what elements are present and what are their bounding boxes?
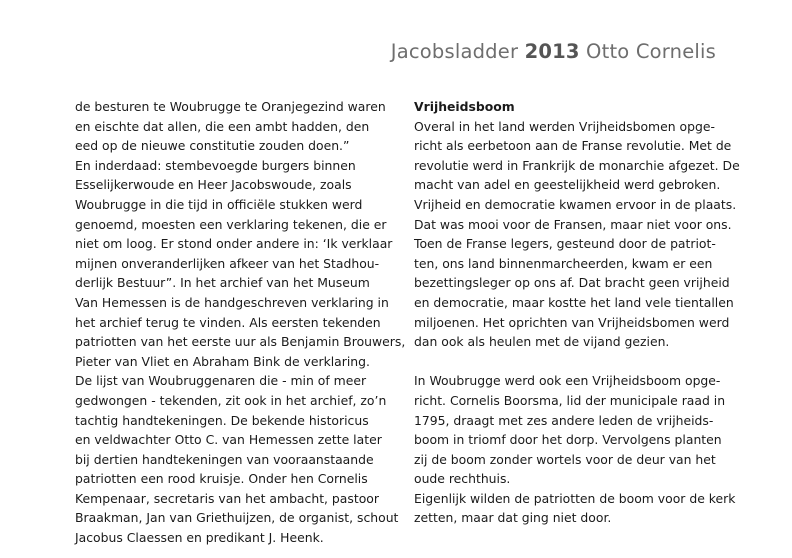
text-line: boom in triomf door het dorp. Vervolgens planten xyxy=(414,432,722,448)
header-title: Jacobsladder xyxy=(390,40,525,63)
text-line: De lijst van Woubruggenaren die - min of meer xyxy=(75,373,367,389)
text-line: en veldwachter Otto C. van Hemessen zette later xyxy=(75,432,382,448)
text-line: oude rechthuis. xyxy=(414,471,511,487)
text-line: Esselijkerwoude en Heer Jacobswoude, zoals xyxy=(75,177,352,193)
text-line: richt. Cornelis Boorsma, lid der municipale raad in xyxy=(414,392,726,408)
text-line: Van Hemessen is de handgeschreven verklaring in xyxy=(75,294,389,310)
text-line: Dat was mooi voor de Fransen, maar niet voor ons. xyxy=(414,216,732,232)
text-line: miljoenen. Het oprichten van Vrijheidsbomen werd xyxy=(414,314,730,330)
paragraph-spacer xyxy=(414,352,724,372)
text-line: macht van adel en geestelijkheid werd gebroken. xyxy=(414,177,721,193)
text-line: zetten, maar dat ging niet door. xyxy=(414,510,612,526)
left-column xyxy=(75,97,406,548)
text-line: bezettingsleger op ons af. Dat bracht geen vrijheid xyxy=(414,275,730,291)
section-heading: Vrijheidsboom xyxy=(414,99,515,114)
text-line: bij dertien handtekeningen van vooraanstaande xyxy=(75,451,374,467)
text-line: ten, ons land binnenmarcheerden, kwam er een xyxy=(414,255,713,271)
text-line: derlijk Bestuur”. In het archief van het Museum xyxy=(75,275,370,291)
text-line: Overal in het land werden Vrijheidsbomen opge- xyxy=(414,118,715,134)
text-line: tachtig handtekeningen. De bekende historicus xyxy=(75,412,369,428)
paragraph-vrijheidsbomen xyxy=(414,117,740,352)
text-line: Jacobus Claessen en predikant J. Heenk. xyxy=(75,530,324,546)
text-line: de besturen te Woubrugge te Oranjegezind waren xyxy=(75,99,386,114)
text-line: gedwongen - tekenden, zit ook in het archief, zo’n xyxy=(75,392,387,408)
text-line: patriotten een rood kruisje. Onder hen Cornelis xyxy=(75,471,368,487)
text-line: richt als eerbetoon aan de Franse revolutie. Met de xyxy=(414,138,732,154)
text-line: revolutie werd in Frankrijk de monarchie afgezet. De xyxy=(414,157,740,173)
text-line: niet om loog. Er stond onder andere in: ‘Ik verklaar xyxy=(75,236,393,252)
text-line: In Woubrugge werd ook een Vrijheidsboom opge- xyxy=(414,373,721,389)
header-year: 2013 xyxy=(524,40,580,63)
text-line: Eigenlijk wilden de patriotten de boom voor de kerk xyxy=(414,490,736,506)
text-line: patriotten van het eerste uur als Benjamin Brouwers, xyxy=(75,334,406,350)
text-line: genoemd, moesten een verklaring tekenen, die er xyxy=(75,216,387,232)
text-line: Kempenaar, secretaris van het ambacht, pastoor xyxy=(75,490,379,506)
text-line: mijnen onveranderlijken afkeer van het Stadhou- xyxy=(75,255,380,271)
text-line: Braakman, Jan van Griethuijzen, de organist, schout xyxy=(75,510,399,526)
text-line: Toen de Franse legers, gesteund door de patriot- xyxy=(414,236,716,252)
text-line: 1795, draagt met zes andere leden de vrijheids- xyxy=(414,412,714,428)
text-line: en eischte dat allen, die een ambt hadden, den xyxy=(75,118,370,134)
text-line: Vrijheid en democratie kwamen ervoor in de plaats. xyxy=(414,196,737,212)
paragraph-woubrugge xyxy=(414,371,736,528)
right-column xyxy=(414,97,740,528)
text-line: En inderdaad: stembevoegde burgers binnen xyxy=(75,157,356,173)
header-author: Otto Cornelis xyxy=(579,40,716,63)
text-line: zij de boom zonder wortels voor de deur van het xyxy=(414,451,716,467)
running-header xyxy=(391,40,716,63)
text-line: Pieter van Vliet en Abraham Bink de verklaring. xyxy=(75,353,370,369)
text-line: en democratie, maar kostte het land vele tientallen xyxy=(414,294,734,310)
text-line: eed op de nieuwe constitutie zouden doen.” xyxy=(75,138,350,154)
text-line: Woubrugge in die tijd in officiële stukken werd xyxy=(75,196,363,212)
text-line: het archief terug te vinden. Als eersten tekenden xyxy=(75,314,381,330)
text-line: dan ook als heulen met de vijand gezien. xyxy=(414,334,670,350)
